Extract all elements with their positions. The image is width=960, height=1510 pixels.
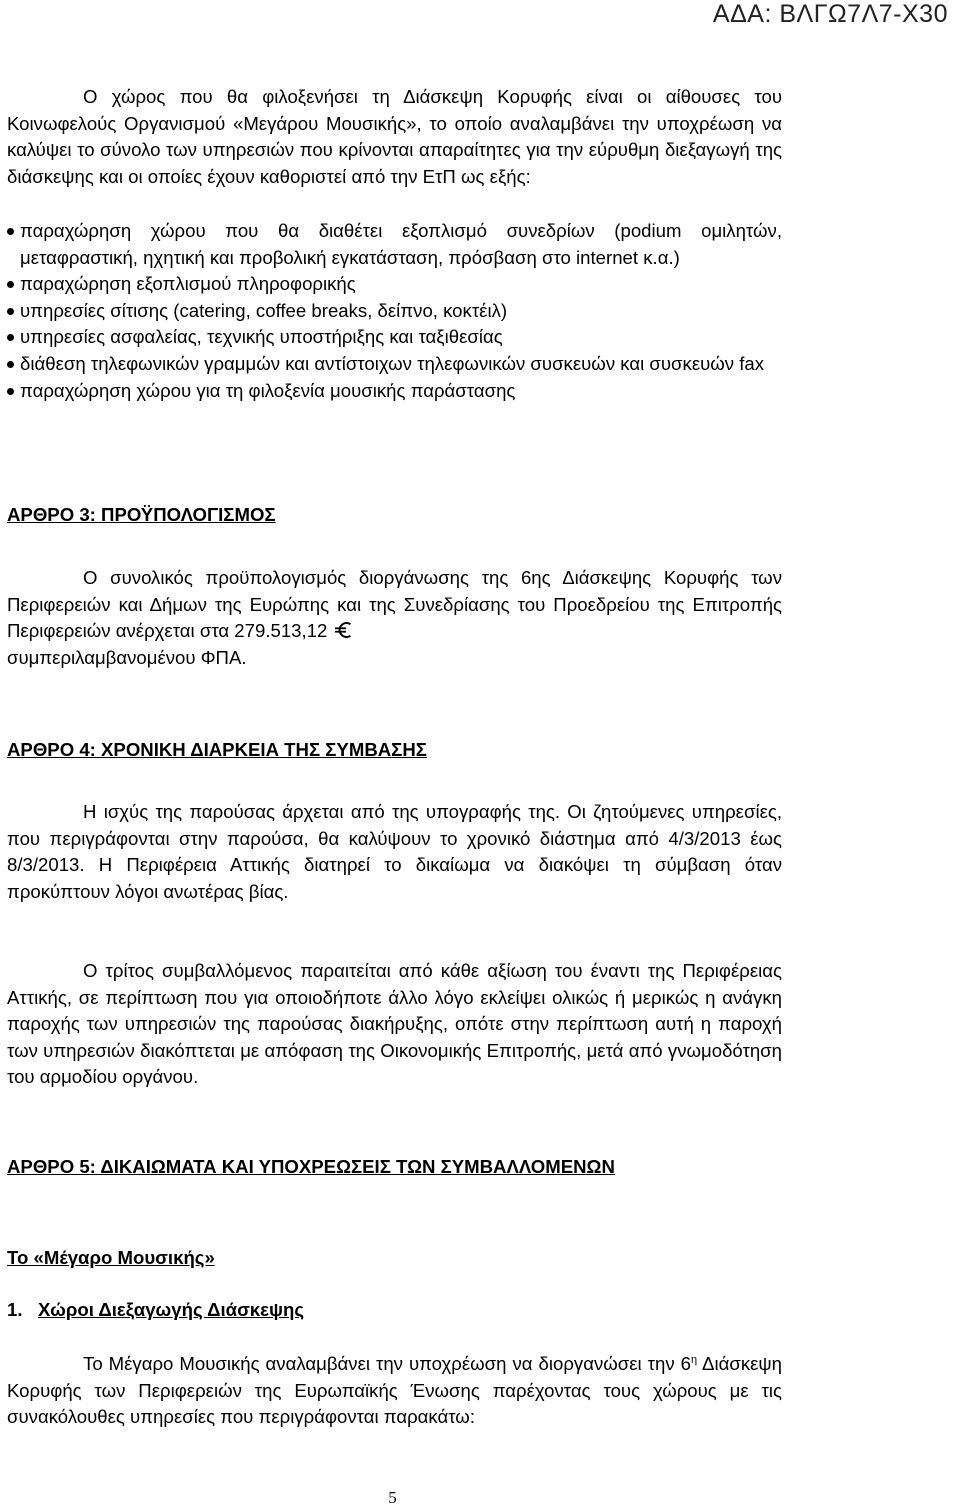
list-item: παραχώρηση χώρου που θα διαθέτει εξοπλισμό συνεδρίων (podium ομιλητών, μεταφραστική, ηχητική και προβολική εγκατάσταση, πρόσβαση στο internet κ.α.) (7, 218, 782, 271)
list-item: παραχώρηση εξοπλισμού πληροφορικής (7, 271, 782, 298)
article4-heading: ΑΡΘΡΟ 4: ΧΡΟΝΙΚΗ ΔΙΑΡΚΕΙΑ ΤΗΣ ΣΥΜΒΑΣΗΣ (7, 739, 427, 760)
article3-heading: ΑΡΘΡΟ 3: ΠΡΟΫΠΟΛΟΓΙΣΜΟΣ (7, 504, 276, 525)
article5-heading: ΑΡΘΡΟ 5: ΔΙΚΑΙΩΜΑΤΑ ΚΑΙ ΥΠΟΧΡΕΩΣΕΙΣ ΤΩΝ ΣΥΜΒΑΛΛΟΜΕΝΩΝ (7, 1156, 615, 1177)
article5-subheading: Το «Μέγαρο Μουσικής» (7, 1247, 215, 1268)
list-item: διάθεση τηλεφωνικών γραμμών και αντίστοιχων τηλεφωνικών συσκευών και συσκευών fax (7, 351, 782, 378)
bullet-icon (7, 281, 14, 288)
item-number: 1. (7, 1299, 23, 1320)
bullet-icon (7, 228, 14, 235)
bullet-icon (7, 334, 14, 341)
bullet-icon (7, 308, 14, 315)
article5-paragraph: Το Μέγαρο Μουσικής αναλαμβάνει την υποχρέωση να διοργανώσει την $6^\eta$ Διάσκεψη Κορυφής των Περιφερειών της Ευρωπαϊκής Ένωσης παρέχοντας τους χώρους με τις συνακόλουθες υπηρεσίες που περιγράφονται παρακάτω: (7, 1353, 782, 1428)
bullet-icon (7, 361, 14, 368)
page-number: 5 (388, 1488, 397, 1507)
intro-paragraph: Ο χώρος που θα φιλοξενήσει τη Διάσκεψη Κορυφής είναι οι αίθουσες του Κοινωφελούς Οργανισμού «Μεγάρου Μουσικής», το οποίο αναλαμβάνει την υποχρέωση να καλύψει το σύνολο των υπηρεσιών που κρίνονται απαραίτητες για την εύρυθμη διεξαγωγή της διάσκεψης και οι οποίες έχουν καθοριστεί από την ΕτΠ ως εξής: (7, 86, 782, 187)
services-bullet-list (7, 218, 782, 404)
list-item: υπηρεσίες σίτισης (catering, coffee breaks, δείπνο, κοκτέιλ) (7, 298, 782, 325)
ada-code: ΑΔΑ: ΒΛΓΩ7Λ7-Χ30 (712, 0, 948, 28)
section-item-1 (7, 1297, 304, 1323)
list-item: υπηρεσίες ασφαλείας, τεχνικής υποστήριξης και ταξιθεσίας (7, 324, 782, 351)
article4-paragraph-2: Ο τρίτος συμβαλλόμενος παραιτείται από κάθε αξίωση του έναντι της Περιφέρειας Αττικής, σε περίπτωση που για οποιοδήποτε άλλο λόγο εκλείψει ολικώς ή μερικώς η ανάγκη παροχής των υπηρεσιών της παρούσας διακήρυξης, οπότε στην περίπτωση αυτή η παροχή των υπηρεσιών διακόπτεται με απόφαση της Οικονομικής Επιτροπής, μετά από γνωμοδότηση του αρμοδίου οργάνου. (7, 960, 782, 1088)
list-item: παραχώρηση χώρου για τη φιλοξενία μουσικής παράστασης (7, 378, 782, 405)
item-title: Χώροι Διεξαγωγής Διάσκεψης (38, 1299, 305, 1320)
article3-paragraph: Ο συνολικός προϋπολογισμός διοργάνωσης της 6ης Διάσκεψης Κορυφής των Περιφερειών και Δήμων της Ευρώπης και της Συνεδρίασης του Προεδρείου της Επιτροπής Περιφερειών ανέρχεται στα 279.513,12 συμπεριλαμβανομένου ΦΠΑ. (7, 567, 782, 668)
article4-paragraph-1: Η ισχύς της παρούσας άρχεται από της υπογραφής της. Οι ζητούμενες υπηρεσίες, που περιγράφονται στην παρούσα, θα καλύψουν το χρονικό διάστημα από 4/3/2013 έως 8/3/2013. Η Περιφέρεια Αττικής διατηρεί το δικαίωμα να διακόψει τη σύμβαση όταν προκύπτουν λόγοι ανωτέρας βίας. (7, 801, 782, 902)
bullet-icon (7, 388, 14, 395)
euro-sign-icon (333, 621, 355, 639)
